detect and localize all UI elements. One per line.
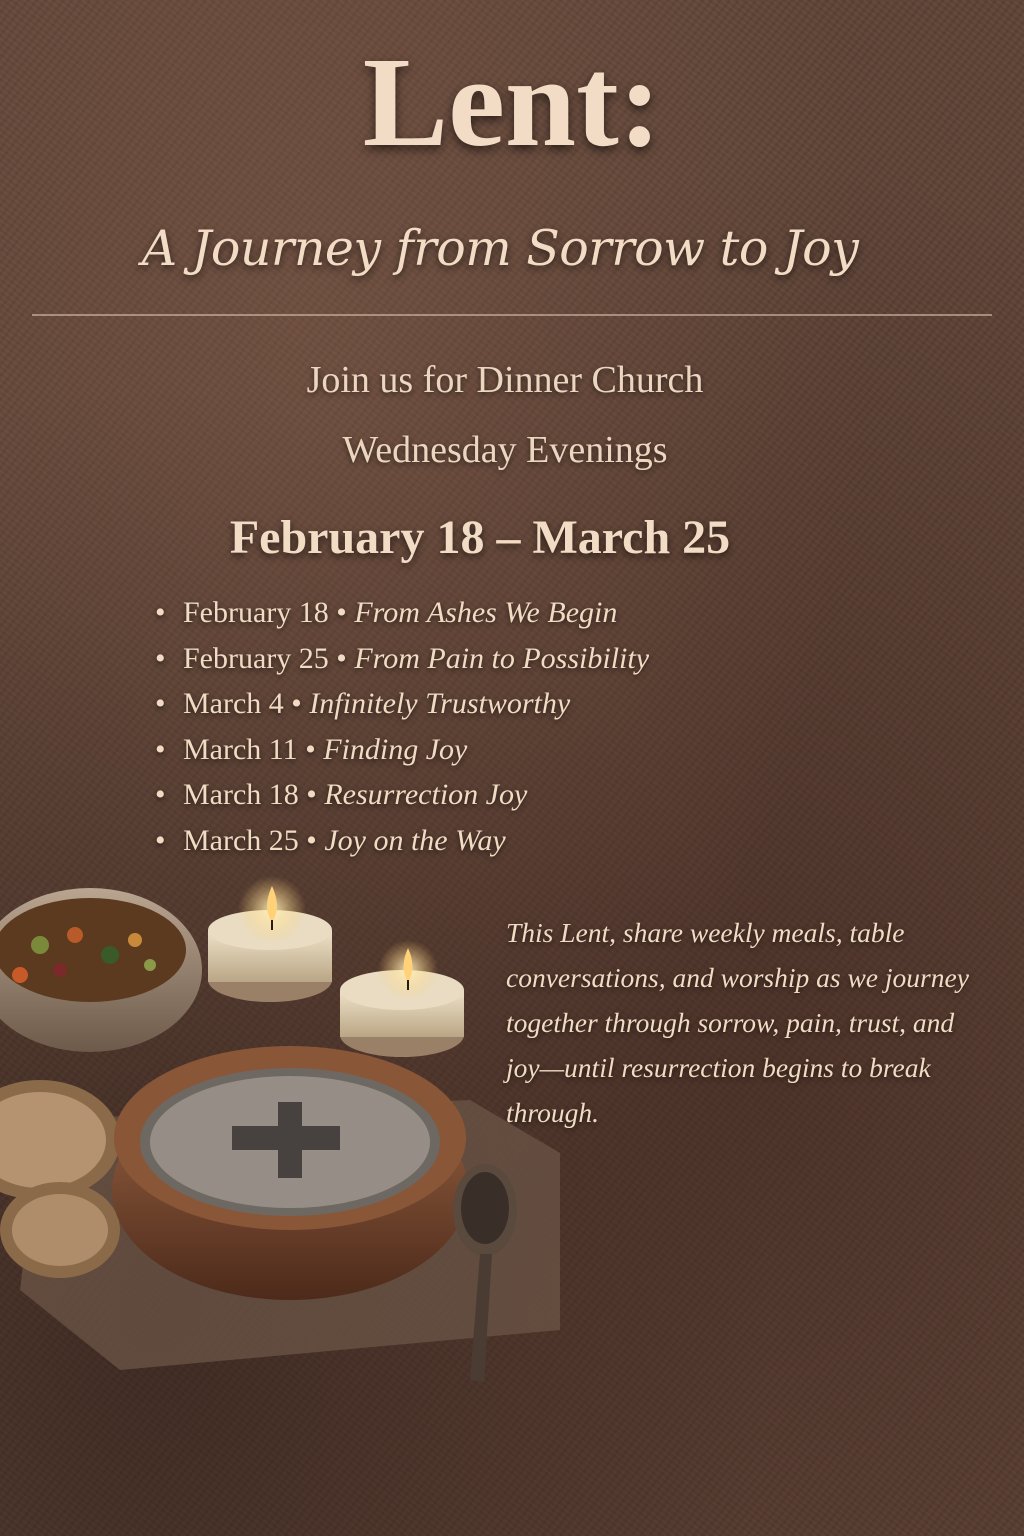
table-illustration — [0, 870, 560, 1390]
bullet-icon: • — [155, 823, 166, 857]
schedule-date: March 18 — [183, 778, 299, 811]
schedule-date: March 25 — [183, 823, 299, 857]
schedule-item — [155, 681, 649, 727]
soup-bowl-icon — [0, 888, 202, 1052]
schedule-item — [155, 772, 649, 818]
candle-icon — [208, 876, 332, 1002]
bullet-icon: • — [155, 687, 166, 720]
bullet-icon: • — [155, 732, 166, 766]
schedule-theme: Infinitely Trustworthy — [309, 687, 571, 720]
schedule-item — [155, 636, 649, 682]
intro-line-1: Join us for Dinner Church — [306, 359, 704, 401]
schedule-date: February 25 — [183, 641, 329, 675]
poster-subtitle: A Journey from Sorrow to Joy — [141, 220, 859, 277]
schedule-item — [155, 727, 649, 773]
separator: • — [298, 778, 325, 811]
separator: • — [297, 732, 324, 766]
date-range: February 18 – March 25 — [229, 511, 731, 564]
separator: • — [328, 641, 355, 675]
schedule-theme: From Ashes We Begin — [354, 596, 618, 629]
schedule-date: March 11 — [183, 732, 298, 766]
description: This Lent, share weekly meals, table conversations, and worship as we journey together through sorrow, pain, trust, and joy—until resurrection begins to break through. — [506, 917, 969, 1128]
bullet-icon: • — [155, 596, 166, 629]
schedule-theme: Finding Joy — [323, 732, 468, 766]
candle-icon — [340, 940, 464, 1057]
schedule-theme: Joy on the Way — [324, 823, 506, 857]
schedule-date: February 18 — [183, 596, 329, 629]
bullet-icon: • — [155, 778, 166, 811]
poster-title: Lent: — [362, 31, 662, 173]
schedule-date: March 4 — [183, 687, 284, 720]
separator: • — [328, 596, 355, 629]
divider — [32, 314, 992, 316]
schedule-list — [155, 590, 649, 863]
ash-bowl-icon — [112, 1046, 468, 1300]
schedule-item — [155, 590, 649, 636]
schedule-theme: Resurrection Joy — [324, 778, 528, 811]
separator: • — [283, 687, 310, 720]
bullet-icon: • — [155, 641, 166, 675]
schedule-item — [155, 818, 649, 864]
separator: • — [298, 823, 325, 857]
schedule-theme: From Pain to Possibility — [354, 641, 650, 675]
intro-line-2: Wednesday Evenings — [342, 429, 668, 471]
